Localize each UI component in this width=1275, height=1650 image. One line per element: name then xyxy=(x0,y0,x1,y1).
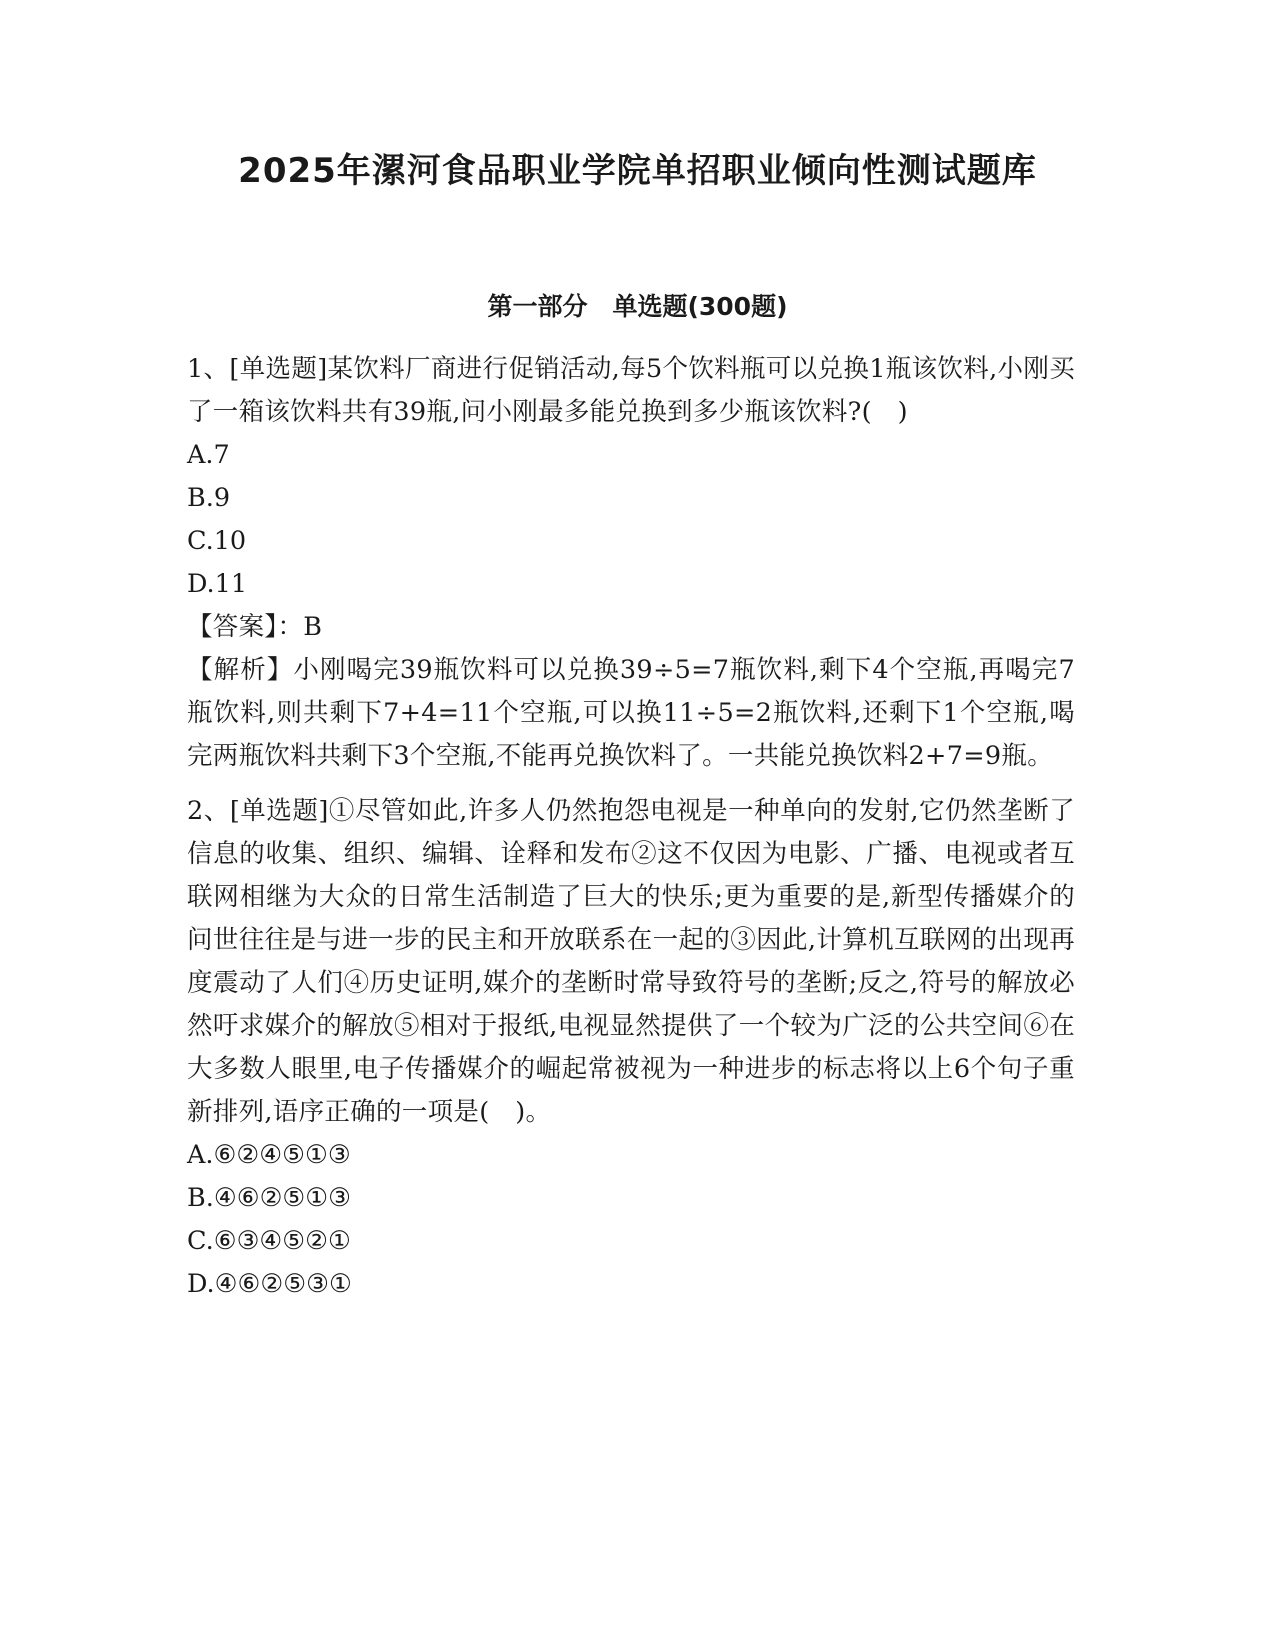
question-item xyxy=(187,790,1075,1306)
option-c: C.⑥③④⑤②① xyxy=(187,1226,351,1256)
question-stem xyxy=(187,790,1075,1134)
analysis-text: 小刚喝完39瓶饮料可以兑换39÷5=7瓶饮料,剩下4个空瓶,再喝完7瓶饮料,则共剩下7+4=11个空瓶,可以换11÷5=2瓶饮料,还剩下1个空瓶,喝完两瓶饮料共剩下3个空瓶,不能再兑换饮料了。一共能兑换饮料2+7=9瓶。 xyxy=(187,655,1076,771)
page-title: 2025年漯河食品职业学院单招职业倾向性测试题库 xyxy=(238,151,1037,191)
question-number: 2、 xyxy=(187,796,230,826)
option-b: B.9 xyxy=(187,483,231,513)
question-number: 1、 xyxy=(187,354,230,384)
options-list xyxy=(187,1134,1075,1306)
option-c: C.10 xyxy=(187,526,247,556)
analysis-label: 【解析】 xyxy=(187,655,294,685)
question-stem-text: ①尽管如此,许多人仍然抱怨电视是一种单向的发射,它仍然垄断了信息的收集、组织、编辑、诠释和发布②这不仅因为电影、广播、电视或者互联网相继为大众的日常生活制造了巨大的快乐;更为重要的是,新型传播媒介的问世往往是与进一步的民主和开放联系在一起的③因此,计算机互联网的出现再度震动了人们④历史证明,媒介的垄断时常导致符号的垄断;反之,符号的解放必然吁求媒介的解放⑤相对于报纸,电视显然提供了一个较为广泛的公共空间⑥在大多数人眼里,电子传播媒介的崛起常被视为一种进步的标志将以上6个句子重新排列,语序正确的一项是( )。 xyxy=(187,796,1076,1127)
question-type: [单选题] xyxy=(229,354,328,384)
section-title: 第一部分 单选题(300题) xyxy=(487,292,788,321)
option-b: B.④⑥②⑤①③ xyxy=(187,1183,352,1213)
question-stem-text: 某饮料厂商进行促销活动,每5个饮料瓶可以兑换1瓶该饮料,小刚买了一箱该饮料共有39瓶,问小刚最多能兑换到多少瓶该饮料?( ) xyxy=(187,354,1076,427)
question-stem xyxy=(187,348,1075,434)
options-list xyxy=(187,434,1075,606)
question-item xyxy=(187,348,1075,778)
option-a: A.7 xyxy=(187,440,230,470)
question-type: [单选题] xyxy=(229,796,329,826)
answer-line xyxy=(187,606,1075,649)
option-d: D.11 xyxy=(187,569,248,599)
analysis-line xyxy=(187,649,1075,778)
question-list xyxy=(187,348,1075,1306)
option-d: D.④⑥②⑤③① xyxy=(187,1269,352,1299)
option-a: A.⑥②④⑤①③ xyxy=(187,1140,351,1170)
answer-label: 【答案】： xyxy=(187,612,304,642)
answer-value: B xyxy=(303,612,323,642)
